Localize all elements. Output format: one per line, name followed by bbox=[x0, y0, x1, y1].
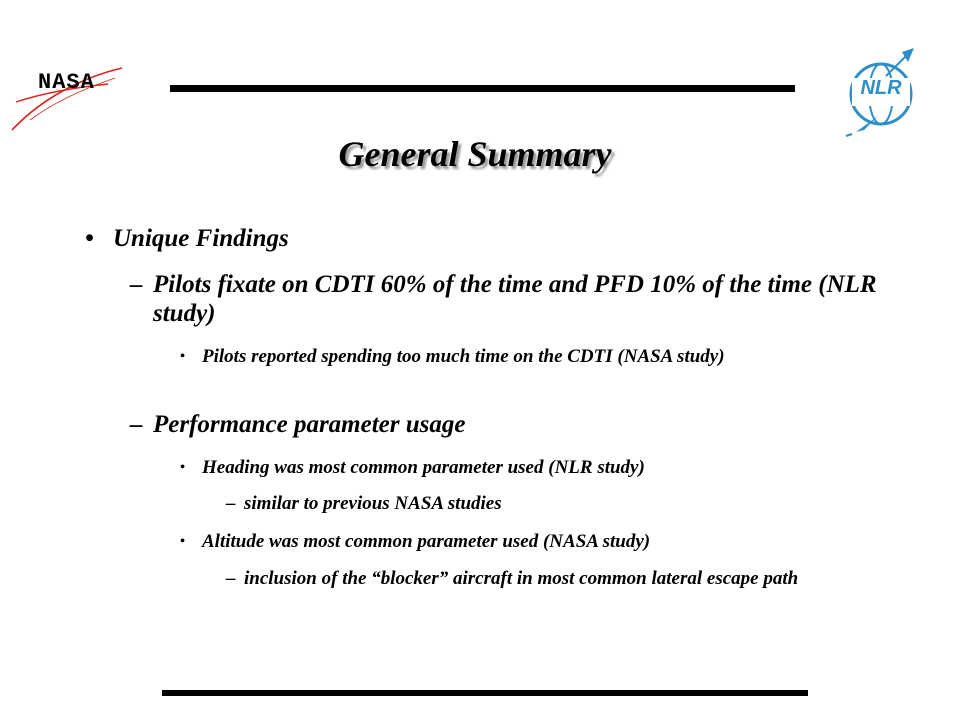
nlr-logo bbox=[842, 46, 920, 138]
bullet-mark: • bbox=[180, 534, 185, 549]
dash-mark: – bbox=[226, 493, 236, 514]
bullet-text: Pilots fixate on CDTI 60% of the time and PFD 10% of the time (NLR study) bbox=[153, 271, 877, 327]
bullet-altitude bbox=[180, 530, 880, 554]
bullet-reported bbox=[180, 345, 880, 369]
bullet-mark: • bbox=[85, 225, 94, 252]
bullet-text: Unique Findings bbox=[113, 225, 289, 252]
bullet-text: Altitude was most common parameter used (NASA study) bbox=[202, 531, 651, 552]
bullet-performance bbox=[130, 410, 900, 439]
nlr-wordmark: NLR bbox=[860, 77, 902, 99]
bullet-text: Performance parameter usage bbox=[153, 411, 466, 438]
nasa-logo bbox=[10, 60, 145, 135]
bullet-text: Pilots reported spending too much time on the CDTI (NASA study) bbox=[202, 346, 725, 367]
bullet-heading bbox=[180, 456, 880, 480]
bullet-text: similar to previous NASA studies bbox=[244, 493, 502, 514]
bullet-similar bbox=[226, 492, 906, 516]
bullet-text: inclusion of the “blocker” aircraft in most common lateral escape path bbox=[244, 568, 799, 589]
dash-mark: – bbox=[130, 411, 143, 438]
bullet-fixate bbox=[130, 270, 900, 328]
bullet-mark: • bbox=[180, 349, 185, 364]
nasa-wordmark: NASA bbox=[38, 70, 95, 95]
bullet-inclusion bbox=[226, 567, 906, 591]
dash-mark: – bbox=[226, 568, 236, 589]
top-divider bbox=[170, 85, 795, 92]
bullet-mark: • bbox=[180, 460, 185, 475]
slide-title: General Summary bbox=[338, 134, 612, 174]
bottom-divider bbox=[162, 690, 808, 696]
dash-mark: – bbox=[130, 271, 143, 298]
bullet-text: Heading was most common parameter used (NLR study) bbox=[202, 457, 645, 478]
